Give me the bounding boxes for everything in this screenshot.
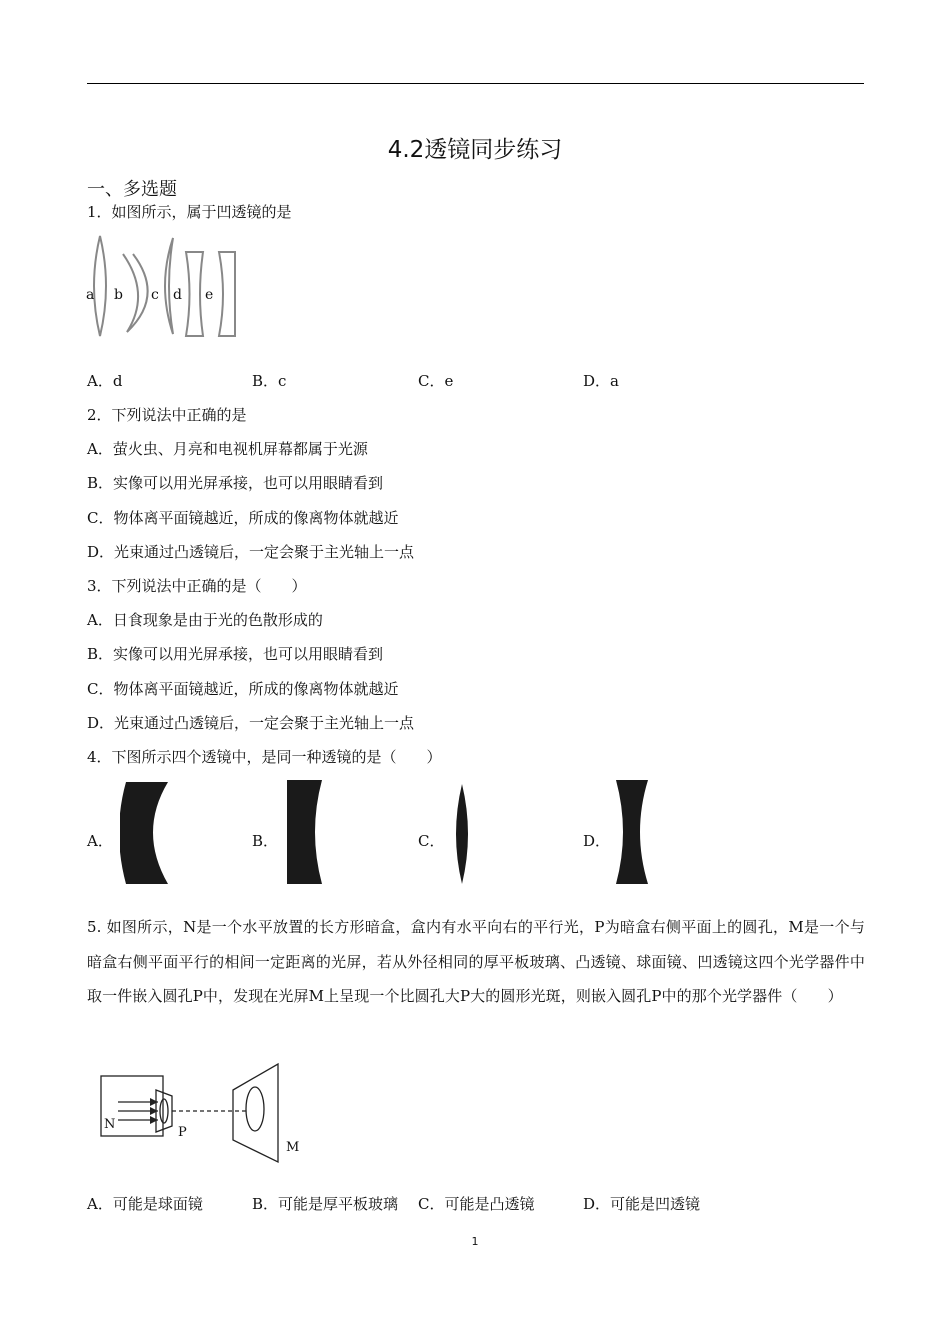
q4-lens-c: [450, 782, 474, 886]
q4-lens-d: [612, 778, 652, 886]
q5-figure: [98, 1060, 308, 1168]
q5-label-n: N: [104, 1117, 116, 1132]
lens-b-shape: [123, 254, 148, 332]
q1-option-d: D．a: [583, 372, 619, 390]
q1-stem: 1．如图所示，属于凹透镜的是: [87, 203, 292, 221]
q5-option-c: C．可能是凸透镜: [418, 1195, 535, 1213]
screen-m-shape: [233, 1064, 278, 1162]
q1-option-c: C．e: [418, 372, 454, 390]
q4-option-a: A．: [87, 832, 113, 850]
lens-e-shape: [219, 252, 235, 336]
q2-option-b: B．实像可以用光屏承接，也可以用眼睛看到: [87, 474, 384, 492]
q4-stem: 4．下图所示四个透镜中，是同一种透镜的是（ ）: [87, 748, 442, 766]
lens-d-shape: [186, 252, 203, 336]
q5-option-b: B．可能是厚平板玻璃: [252, 1195, 399, 1213]
q4-option-b: B．: [252, 832, 279, 850]
q5-label-m: M: [286, 1140, 300, 1155]
q4-lens-b: [284, 778, 326, 886]
q3-option-c: C．物体离平面镜越近，所成的像离物体就越近: [87, 680, 399, 698]
q5-option-a: A．可能是球面镜: [87, 1195, 203, 1213]
section-heading: 一、多选题: [87, 179, 177, 200]
q1-lens-figure: [85, 232, 245, 340]
hole-p-ellipse: [160, 1099, 168, 1123]
lens-a-shape: [94, 236, 106, 336]
q2-stem: 2．下列说法中正确的是: [87, 406, 247, 424]
q1-option-a: A．d: [87, 372, 123, 390]
q1-label-e: e: [205, 287, 214, 303]
q1-label-c: c: [151, 287, 159, 303]
light-spot-shape: [246, 1087, 264, 1131]
q3-option-d: D．光束通过凸透镜后，一定会聚于主光轴上一点: [87, 714, 415, 732]
q1-label-d: d: [173, 287, 182, 303]
q3-stem: 3．下列说法中正确的是（ ）: [87, 577, 307, 595]
q5-stem: 5. 如图所示，N是一个水平放置的长方形暗盒，盒内有水平向右的平行光，P为暗盒右侧平面上的圆孔，M是一个与暗盒右侧平面平行的相间一定距离的光屏，若从外径相同的厚平板玻璃、凸透镜、球面镜、凹透镜这四个光学器件中取一件嵌入圆孔P中，发现在光屏M上呈现一个比圆孔大P大的圆形光斑，则嵌入圆孔P中的那个光学器件（ ）: [87, 918, 865, 1005]
q5-option-d: D．可能是凹透镜: [583, 1195, 701, 1213]
q1-label-a: a: [86, 287, 95, 303]
hole-p-shape: [156, 1090, 172, 1132]
lens-c-shape: [165, 238, 173, 334]
q3-option-b: B．实像可以用光屏承接，也可以用眼睛看到: [87, 645, 384, 663]
q4-option-d: D．: [583, 832, 611, 850]
q4-lens-a: [120, 780, 172, 886]
page-title: 4.2透镜同步练习: [387, 137, 563, 163]
q5-label-p: P: [178, 1125, 187, 1140]
q1-label-b: b: [114, 287, 123, 303]
q2-option-a: A．萤火虫、月亮和电视机屏幕都属于光源: [87, 440, 368, 458]
q1-option-b: B．c: [252, 372, 287, 390]
q4-option-c: C．: [418, 832, 445, 850]
header-rule: [87, 83, 864, 84]
page-number: 1: [471, 1235, 479, 1248]
q2-option-c: C．物体离平面镜越近，所成的像离物体就越近: [87, 509, 399, 527]
q3-option-a: A．日食现象是由于光的色散形成的: [87, 611, 323, 629]
q2-option-d: D．光束通过凸透镜后，一定会聚于主光轴上一点: [87, 543, 415, 561]
